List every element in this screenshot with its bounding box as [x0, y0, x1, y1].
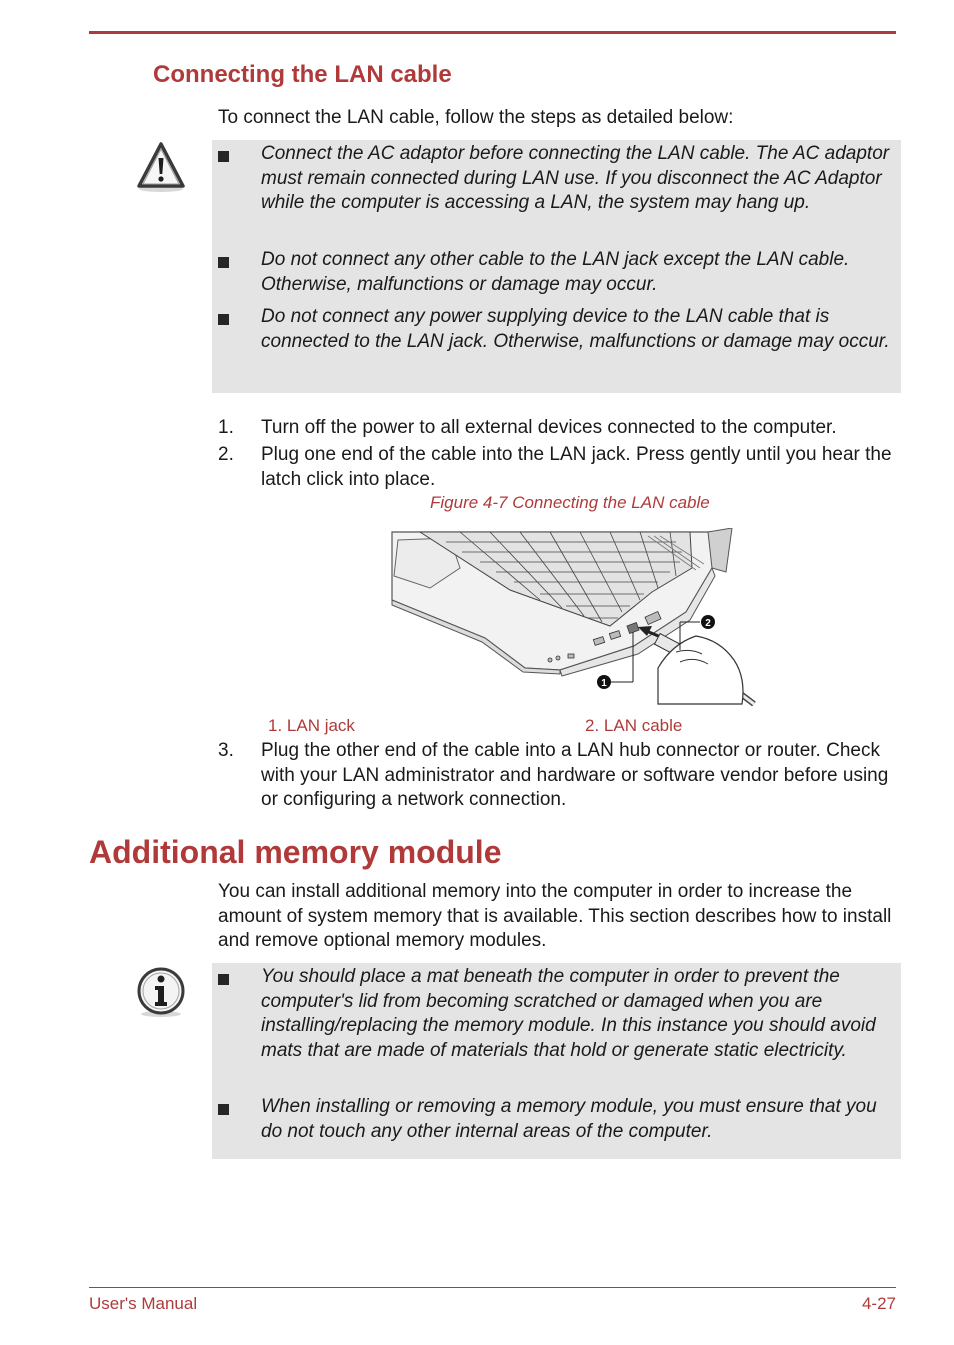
lan-intro: To connect the LAN cable, follow the steps as detailed below: — [218, 107, 734, 128]
caution-triangle-icon — [136, 141, 186, 198]
memory-intro: You can install additional memory into the computer in order to increase the amount of system memory that is available. This section describes how to install and remove optional memory modules. — [218, 881, 892, 951]
bullet-square-icon — [218, 1104, 229, 1115]
callout-label: 1 — [601, 678, 607, 689]
step-number: 1. — [218, 417, 234, 438]
info-icon — [136, 966, 186, 1023]
header-rule — [89, 31, 896, 34]
bullet-square-icon — [218, 314, 229, 325]
footer-page-number: 4-27 — [861, 1294, 896, 1313]
bullet-square-icon — [218, 257, 229, 268]
footer-rule — [89, 1287, 896, 1288]
section-heading-lan: Connecting the LAN cable — [153, 61, 452, 88]
callout-badge-2 — [701, 615, 715, 629]
caution-note-box — [212, 140, 901, 393]
callout-badge-1 — [597, 675, 611, 689]
callout-label: 2 — [705, 618, 711, 629]
caution-note-text: Do not connect any other cable to the LAN jack except the LAN cable. Otherwise, malfunctions or damage may occur. — [261, 249, 850, 295]
bullet-square-icon — [218, 974, 229, 985]
legend-lan-jack: 1. LAN jack — [268, 716, 355, 735]
info-note-text: You should place a mat beneath the computer in order to prevent the computer's lid from becoming scratched or damaged when you are installing/replacing the memory module. In this instance you should avoid mats that are made of materials that hold or generate static electricity. — [261, 966, 876, 1061]
info-note-box — [212, 963, 901, 1159]
caution-note-text: Do not connect any power supplying device to the LAN cable that is connected to the LAN jack. Otherwise, malfunctions or damage may occur. — [261, 306, 890, 352]
bullet-square-icon — [218, 151, 229, 162]
step-number: 3. — [218, 740, 234, 761]
info-note-text: When installing or removing a memory module, you must ensure that you do not touch any other internal areas of the computer. — [261, 1096, 877, 1142]
step-number: 2. — [218, 444, 234, 465]
legend-lan-cable: 2. LAN cable — [585, 716, 683, 735]
lan-cable-illustration — [390, 528, 764, 706]
section-heading-memory: Additional memory module — [89, 834, 502, 870]
step-text: Plug the other end of the cable into a LAN hub connector or router. Check with your LAN administrator and hardware or software vendor before using or configuring a network connection. — [261, 740, 889, 810]
footer-manual-title: User's Manual — [89, 1294, 198, 1313]
figure-caption: Figure 4-7 Connecting the LAN cable — [430, 493, 710, 512]
step-text: Turn off the power to all external devices connected to the computer. — [261, 417, 837, 438]
caution-note-text: Connect the AC adaptor before connecting the LAN cable. The AC adaptor must remain connected during LAN use. If you disconnect the AC Adaptor while the computer is accessing a LAN, the system may hang up. — [261, 143, 890, 213]
step-text: Plug one end of the cable into the LAN jack. Press gently until you hear the latch click into place. — [261, 444, 892, 490]
